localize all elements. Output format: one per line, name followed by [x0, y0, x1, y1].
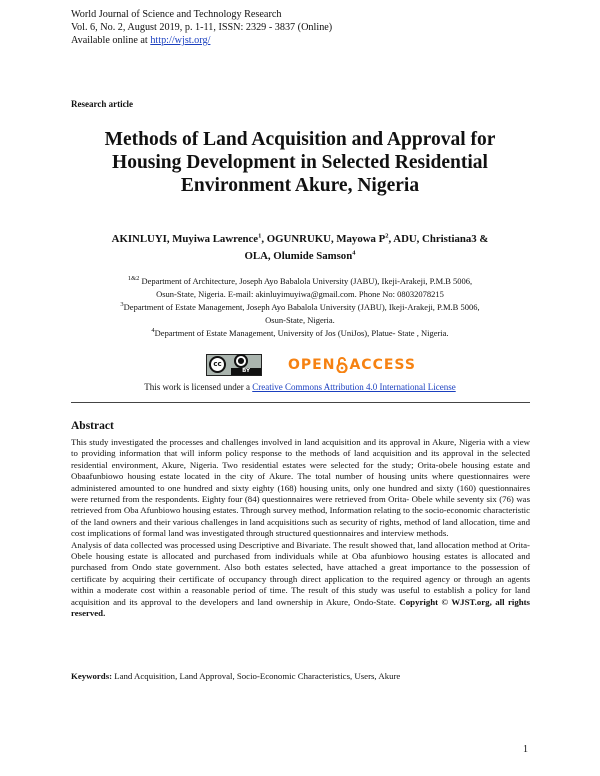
- abstract-paragraph-1: This study investigated the processes and challenges involved in land acquisition and its approval in Akure, Nigeria with a view to providing information that will inform policy response to the methods of land acquisition and its approval in the selected residential environment, Akure, Nigeria. Two residential estates were selected for the study; Orita-obele housing estate and Obaafunbiowo housing estate located in the city of Akure. The total number of housing units where questionnaires were administered amounted to one hundred and sixty eighty (168) housing units, only one hundred and sixty (160) questionnaires were returned from the respondents. Eighty four (84) questionnaires were retrieved from Orita- Obele while seventy six (76) was retrieved from Oba Afunbiowo housing estates. Through survey method, Information relating to the socio-economic characteristic of the land owners and their various challenges in land acquisitions such as security of rights, method of land allocation, time and cost implications of formal land was investigated through structured questionnaires and interview methods.: [71, 437, 530, 539]
- license-link[interactable]: Creative Commons Attribution 4.0 International License: [252, 382, 456, 392]
- affiliation-line-1: $^{1\&2}$ Department of Architecture, Joseph Ayo Babalola University (JABU), Ikeji-Arakeji, P.M.B 5006,: [127, 275, 473, 286]
- open-access-word-2: ACCESS: [349, 357, 416, 373]
- article-type: Research article: [71, 99, 134, 109]
- affiliation-line-4: Osun-State, Nigeria.: [265, 315, 335, 325]
- open-lock-icon: [336, 357, 348, 373]
- paper-title: [60, 128, 540, 197]
- affiliation-line-3: $^3$Department of Estate Management, Joseph Ayo Babalola University (JABU), Ikeji-Arakeji, P.M.B 5006,: [120, 301, 480, 312]
- copyright-notice: Copyright © WJST.org, all rights reserved.: [71, 596, 530, 619]
- affiliation-sup-4: 4: [151, 327, 155, 335]
- author-3: , ADU, Christiana3 &: [388, 233, 489, 245]
- author-line-1: [60, 231, 540, 248]
- section-divider: [71, 402, 530, 403]
- title-line-2: Housing Development in Selected Residential: [112, 152, 488, 173]
- keywords-text: Land Acquisition, Land Approval, Socio-Economic Characteristics, Users, Akure: [112, 671, 401, 681]
- journal-website-link[interactable]: http://wjst.org/: [150, 35, 211, 46]
- cc-icon: cc: [209, 356, 226, 373]
- affiliation-sup-3: 3: [120, 301, 124, 309]
- license-prefix: This work is licensed under a: [144, 382, 253, 392]
- journal-availability: [71, 34, 332, 47]
- page-number: 1: [523, 744, 528, 755]
- abstract-heading: Abstract: [71, 420, 114, 432]
- affiliation-line-2: Osun-State, Nigeria. E-mail: akinluyimuyiwa@gmail.com. Phone No: 08032078215: [156, 289, 444, 299]
- journal-header: [71, 8, 332, 47]
- affiliations: [90, 275, 510, 340]
- keywords-label: Keywords:: [71, 671, 113, 681]
- title-line-3: Environment Akure, Nigeria: [180, 175, 420, 196]
- title-line-1: Methods of Land Acquisition and Approval for: [104, 129, 496, 150]
- author-2-sup: 2: [385, 232, 389, 240]
- license-statement: [60, 382, 540, 392]
- journal-volume: Vol. 6, No. 2, August 2019, p. 1-11, ISSN: 2329 - 3837 (Online): [71, 22, 333, 33]
- author-4: OLA, Olumide Samson: [244, 250, 353, 262]
- keywords: [71, 671, 530, 681]
- affiliation-line-5: $^4$Department of Estate Management, University of Jos (UniJos), Platue- State , Nigeria.: [151, 327, 449, 338]
- availability-prefix: Available online at: [71, 35, 151, 46]
- author-line-2: [60, 248, 540, 265]
- abstract-paragraph-2: Analysis of data collected was processed using Descriptive and Bivariate. The result showed that, land allocation method at Orita-Obele housing estate is allocated and purchased from individuals while at Oba afunbiowo housing estates is allocated and purchased from Ondo state government. Also both estates selected, have attached a great importance to the possession of certificate by acquiring their certificate of occupancy through direct application to the required agency or through an agents within a moderate cost within a reasonable period of time. The result of this study was useful to establish a policy for land acquisition and its approval to the developers and land ownership in Akure, Ondo-State. Copyright © WJST.org, all rights reserved.: [71, 539, 530, 619]
- attribution-person-icon: ●: [234, 354, 248, 368]
- creative-commons-badge[interactable]: [206, 354, 262, 376]
- author-2: , OGUNRUKU, Mayowa P: [261, 233, 386, 245]
- open-access-word-1: OPEN: [288, 357, 336, 373]
- by-label: BY: [231, 368, 261, 375]
- open-access-logo: [288, 354, 416, 376]
- affiliation-sup-1: 1&2: [127, 275, 140, 283]
- author-4-sup: 4: [352, 249, 356, 257]
- abstract-body: [71, 437, 530, 620]
- author-list: [60, 231, 540, 265]
- author-1: AKINLUYI, Muyiwa Lawrence: [111, 233, 259, 245]
- journal-name: World Journal of Science and Technology Research: [71, 9, 282, 20]
- author-1-sup: 1: [258, 232, 262, 240]
